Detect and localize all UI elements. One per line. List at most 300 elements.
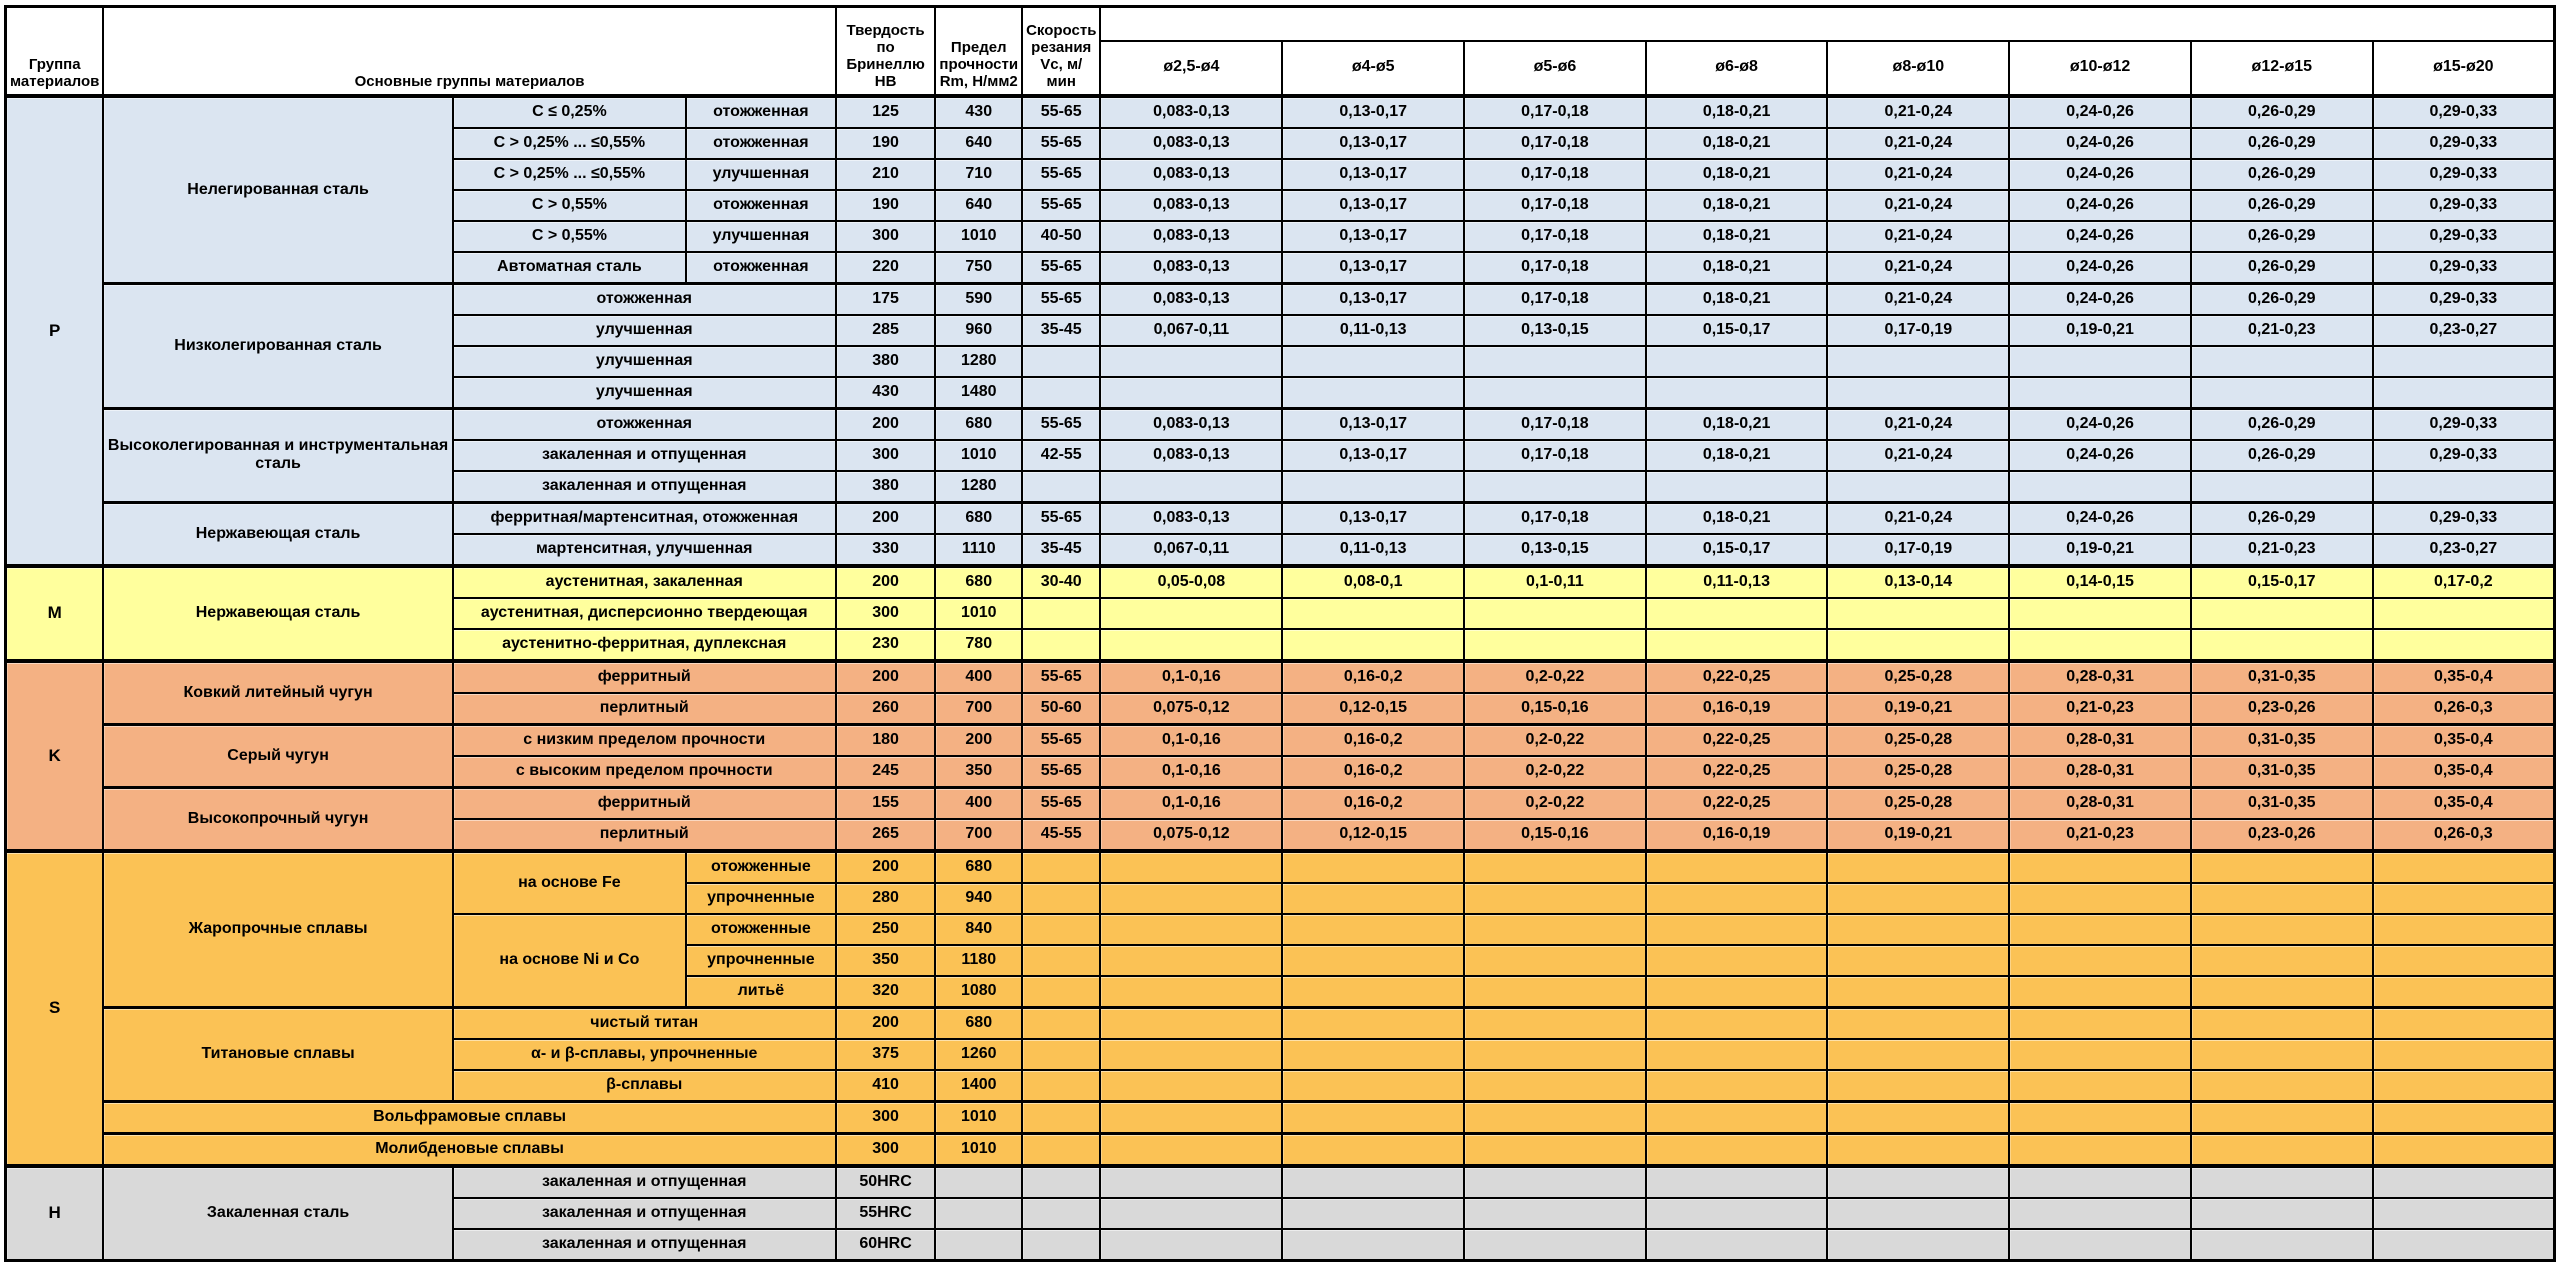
empty-cell bbox=[2191, 883, 2373, 914]
feed-cell: 0,23-0,27 bbox=[2373, 534, 2555, 566]
feed-cell: 0,15-0,16 bbox=[1464, 819, 1646, 851]
state: мартенситная, улучшенная bbox=[453, 534, 836, 566]
empty-cell bbox=[1827, 346, 2009, 377]
feed-cell: 0,21-0,24 bbox=[1827, 440, 2009, 471]
empty-cell bbox=[2373, 1133, 2555, 1166]
empty-cell bbox=[2191, 914, 2373, 945]
empty-cell bbox=[1022, 1070, 1100, 1102]
feed-cell: 0,26-0,29 bbox=[2191, 408, 2373, 440]
empty-cell bbox=[1646, 598, 1828, 629]
value-cell: 1480 bbox=[935, 377, 1022, 409]
value-cell: 55HRC bbox=[836, 1198, 936, 1229]
header-hardness: Твердость по Бринеллю HB bbox=[836, 7, 936, 96]
category: Молибденовые сплавы bbox=[103, 1133, 835, 1166]
feed-cell: 0,25-0,28 bbox=[1827, 756, 2009, 788]
value-cell: 250 bbox=[836, 914, 936, 945]
feed-cell: 0,18-0,21 bbox=[1646, 159, 1828, 190]
empty-cell bbox=[1827, 1133, 2009, 1166]
value-cell: 200 bbox=[935, 724, 1022, 756]
empty-cell bbox=[2009, 1133, 2191, 1166]
empty-cell bbox=[2373, 629, 2555, 661]
empty-cell bbox=[1282, 883, 1464, 914]
empty-cell bbox=[2191, 377, 2373, 409]
value-cell: 1010 bbox=[935, 1101, 1022, 1133]
value-cell: 700 bbox=[935, 693, 1022, 725]
empty-cell bbox=[2009, 851, 2191, 883]
value-cell: 55-65 bbox=[1022, 96, 1100, 128]
empty-cell bbox=[2373, 1007, 2555, 1039]
feed-cell: 0,18-0,21 bbox=[1646, 221, 1828, 252]
empty-cell bbox=[1646, 1166, 1828, 1198]
empty-cell bbox=[1282, 1070, 1464, 1102]
feed-cell: 0,23-0,26 bbox=[2191, 819, 2373, 851]
feed-cell: 0,35-0,4 bbox=[2373, 756, 2555, 788]
empty-cell bbox=[2191, 346, 2373, 377]
value-cell: 210 bbox=[836, 159, 936, 190]
value-cell: 590 bbox=[935, 283, 1022, 315]
subcategory: C > 0,25% ... ≤0,55% bbox=[453, 159, 686, 190]
empty-cell bbox=[1646, 945, 1828, 976]
empty-cell bbox=[1827, 1039, 2009, 1070]
value-cell: 410 bbox=[836, 1070, 936, 1102]
feed-cell: 0,13-0,17 bbox=[1282, 440, 1464, 471]
empty-cell bbox=[1282, 1229, 1464, 1261]
value-cell: 300 bbox=[836, 1133, 936, 1166]
empty-cell bbox=[1827, 976, 2009, 1008]
empty-cell bbox=[1282, 945, 1464, 976]
value-cell: 1010 bbox=[935, 221, 1022, 252]
value-cell: 780 bbox=[935, 629, 1022, 661]
empty-cell bbox=[2373, 945, 2555, 976]
feed-cell: 0,21-0,24 bbox=[1827, 96, 2009, 128]
empty-cell bbox=[1464, 1133, 1646, 1166]
empty-cell bbox=[1022, 1166, 1100, 1198]
empty-cell bbox=[1022, 1133, 1100, 1166]
empty-cell bbox=[935, 1198, 1022, 1229]
feed-cell: 0,17-0,18 bbox=[1464, 96, 1646, 128]
feed-cell: 0,24-0,26 bbox=[2009, 128, 2191, 159]
feed-cell: 0,28-0,31 bbox=[2009, 756, 2191, 788]
value-cell: 680 bbox=[935, 408, 1022, 440]
value-cell: 710 bbox=[935, 159, 1022, 190]
category: Низколегированная сталь bbox=[103, 283, 452, 408]
value-cell: 280 bbox=[836, 883, 936, 914]
feed-cell: 0,17-0,18 bbox=[1464, 408, 1646, 440]
material-row bbox=[6, 96, 2555, 128]
table-body bbox=[6, 96, 2555, 1261]
empty-cell bbox=[2009, 1007, 2191, 1039]
feed-cell: 0,13-0,17 bbox=[1282, 502, 1464, 534]
header-diameter-7: ø12-ø15 bbox=[2191, 41, 2373, 96]
empty-cell bbox=[1100, 377, 1282, 409]
state: перлитный bbox=[453, 819, 836, 851]
feed-cell: 0,15-0,17 bbox=[1646, 315, 1828, 346]
empty-cell bbox=[1022, 377, 1100, 409]
feed-cell: 0,2-0,22 bbox=[1464, 724, 1646, 756]
value-cell: 1080 bbox=[935, 976, 1022, 1008]
feed-cell: 0,24-0,26 bbox=[2009, 252, 2191, 284]
value-cell: 55-65 bbox=[1022, 408, 1100, 440]
feed-cell: 0,21-0,24 bbox=[1827, 190, 2009, 221]
feed-cell: 0,29-0,33 bbox=[2373, 440, 2555, 471]
feed-cell: 0,23-0,27 bbox=[2373, 315, 2555, 346]
empty-cell bbox=[1022, 346, 1100, 377]
feed-cell: 0,17-0,18 bbox=[1464, 190, 1646, 221]
group-letter: H bbox=[6, 1166, 104, 1261]
empty-cell bbox=[2009, 883, 2191, 914]
feed-cell: 0,26-0,29 bbox=[2191, 128, 2373, 159]
value-cell: 380 bbox=[836, 471, 936, 503]
feed-cell: 0,13-0,17 bbox=[1282, 159, 1464, 190]
state: упрочненные bbox=[686, 883, 836, 914]
feed-cell: 0,13-0,17 bbox=[1282, 96, 1464, 128]
state: улучшенная bbox=[686, 221, 836, 252]
empty-cell bbox=[1827, 471, 2009, 503]
header-material-group: Группа материалов bbox=[6, 7, 104, 96]
feed-cell: 0,24-0,26 bbox=[2009, 283, 2191, 315]
feed-cell: 0,083-0,13 bbox=[1100, 221, 1282, 252]
value-cell: 960 bbox=[935, 315, 1022, 346]
empty-cell bbox=[1464, 851, 1646, 883]
empty-cell bbox=[1100, 346, 1282, 377]
material-row bbox=[6, 661, 2555, 693]
empty-cell bbox=[2191, 1070, 2373, 1102]
subcategory: на основе Fe bbox=[453, 851, 686, 914]
empty-cell bbox=[2191, 471, 2373, 503]
value-cell: 190 bbox=[836, 128, 936, 159]
feed-cell: 0,083-0,13 bbox=[1100, 96, 1282, 128]
empty-cell bbox=[935, 1166, 1022, 1198]
feed-cell: 0,12-0,15 bbox=[1282, 819, 1464, 851]
empty-cell bbox=[1100, 945, 1282, 976]
value-cell: 200 bbox=[836, 408, 936, 440]
empty-cell bbox=[1464, 629, 1646, 661]
feed-cell: 0,18-0,21 bbox=[1646, 502, 1828, 534]
state: чистый титан bbox=[453, 1007, 836, 1039]
value-cell: 55-65 bbox=[1022, 128, 1100, 159]
value-cell: 30-40 bbox=[1022, 566, 1100, 598]
category: Высокопрочный чугун bbox=[103, 787, 452, 851]
value-cell: 680 bbox=[935, 1007, 1022, 1039]
empty-cell bbox=[1022, 1229, 1100, 1261]
empty-cell bbox=[1100, 851, 1282, 883]
empty-cell bbox=[2009, 377, 2191, 409]
empty-cell bbox=[1282, 914, 1464, 945]
value-cell: 400 bbox=[935, 661, 1022, 693]
value-cell: 200 bbox=[836, 502, 936, 534]
feed-cell: 0,25-0,28 bbox=[1827, 787, 2009, 819]
value-cell: 220 bbox=[836, 252, 936, 284]
empty-cell bbox=[2373, 1166, 2555, 1198]
empty-cell bbox=[2373, 346, 2555, 377]
state: отожженные bbox=[686, 914, 836, 945]
value-cell: 400 bbox=[935, 787, 1022, 819]
value-cell: 35-45 bbox=[1022, 315, 1100, 346]
empty-cell bbox=[1827, 629, 2009, 661]
feed-cell: 0,17-0,18 bbox=[1464, 440, 1646, 471]
feed-cell: 0,17-0,18 bbox=[1464, 128, 1646, 159]
feed-cell: 0,21-0,23 bbox=[2009, 819, 2191, 851]
material-row bbox=[6, 283, 2555, 315]
feed-cell: 0,05-0,08 bbox=[1100, 566, 1282, 598]
material-row bbox=[6, 724, 2555, 756]
category: Закаленная сталь bbox=[103, 1166, 452, 1261]
group-letter: P bbox=[6, 96, 104, 566]
value-cell: 190 bbox=[836, 190, 936, 221]
empty-cell bbox=[1464, 883, 1646, 914]
feed-cell: 0,21-0,24 bbox=[1827, 221, 2009, 252]
subcategory: C > 0,55% bbox=[453, 221, 686, 252]
category: Серый чугун bbox=[103, 724, 452, 787]
value-cell: 50HRC bbox=[836, 1166, 936, 1198]
value-cell: 200 bbox=[836, 1007, 936, 1039]
feed-cell: 0,18-0,21 bbox=[1646, 128, 1828, 159]
state: ферритный bbox=[453, 787, 836, 819]
feed-cell: 0,35-0,4 bbox=[2373, 661, 2555, 693]
feed-cell: 0,1-0,16 bbox=[1100, 787, 1282, 819]
empty-cell bbox=[1022, 851, 1100, 883]
value-cell: 40-50 bbox=[1022, 221, 1100, 252]
empty-cell bbox=[1646, 629, 1828, 661]
empty-cell bbox=[1646, 1007, 1828, 1039]
empty-cell bbox=[1646, 1101, 1828, 1133]
state: отожженные bbox=[686, 851, 836, 883]
empty-cell bbox=[1282, 598, 1464, 629]
empty-cell bbox=[1100, 883, 1282, 914]
empty-cell bbox=[2009, 346, 2191, 377]
value-cell: 55-65 bbox=[1022, 252, 1100, 284]
feed-cell: 0,31-0,35 bbox=[2191, 787, 2373, 819]
value-cell: 55-65 bbox=[1022, 756, 1100, 788]
feed-cell: 0,1-0,16 bbox=[1100, 661, 1282, 693]
material-row bbox=[6, 1007, 2555, 1039]
value-cell: 55-65 bbox=[1022, 159, 1100, 190]
feed-cell: 0,26-0,29 bbox=[2191, 190, 2373, 221]
state: отожженная bbox=[453, 283, 836, 315]
category: Титановые сплавы bbox=[103, 1007, 452, 1101]
group-letter: S bbox=[6, 851, 104, 1166]
empty-cell bbox=[1464, 598, 1646, 629]
feed-cell: 0,13-0,17 bbox=[1282, 252, 1464, 284]
state: улучшенная bbox=[453, 315, 836, 346]
feed-cell: 0,28-0,31 bbox=[2009, 724, 2191, 756]
value-cell: 45-55 bbox=[1022, 819, 1100, 851]
state: закаленная и отпущенная bbox=[453, 1198, 836, 1229]
feed-cell: 0,29-0,33 bbox=[2373, 252, 2555, 284]
feed-cell: 0,18-0,21 bbox=[1646, 96, 1828, 128]
empty-cell bbox=[2373, 1101, 2555, 1133]
value-cell: 55-65 bbox=[1022, 190, 1100, 221]
feed-cell: 0,21-0,24 bbox=[1827, 283, 2009, 315]
feed-cell: 0,13-0,17 bbox=[1282, 408, 1464, 440]
feed-cell: 0,1-0,16 bbox=[1100, 756, 1282, 788]
value-cell: 200 bbox=[836, 851, 936, 883]
empty-cell bbox=[2009, 471, 2191, 503]
value-cell: 680 bbox=[935, 851, 1022, 883]
value-cell: 55-65 bbox=[1022, 661, 1100, 693]
empty-cell bbox=[2009, 976, 2191, 1008]
empty-cell bbox=[1464, 1166, 1646, 1198]
state: улучшенная bbox=[453, 346, 836, 377]
empty-cell bbox=[1022, 598, 1100, 629]
feed-cell: 0,31-0,35 bbox=[2191, 724, 2373, 756]
feed-cell: 0,15-0,17 bbox=[1646, 534, 1828, 566]
empty-cell bbox=[1464, 1070, 1646, 1102]
empty-cell bbox=[2373, 883, 2555, 914]
empty-cell bbox=[1464, 377, 1646, 409]
empty-cell bbox=[1827, 1101, 2009, 1133]
empty-cell bbox=[1282, 1007, 1464, 1039]
feed-cell: 0,24-0,26 bbox=[2009, 408, 2191, 440]
empty-cell bbox=[1100, 1101, 1282, 1133]
empty-cell bbox=[1464, 1198, 1646, 1229]
feed-cell: 0,19-0,21 bbox=[2009, 315, 2191, 346]
feed-cell: 0,083-0,13 bbox=[1100, 283, 1282, 315]
feed-cell: 0,29-0,33 bbox=[2373, 283, 2555, 315]
feed-cell: 0,25-0,28 bbox=[1827, 661, 2009, 693]
feed-cell: 0,29-0,33 bbox=[2373, 159, 2555, 190]
value-cell: 265 bbox=[836, 819, 936, 851]
feed-cell: 0,1-0,16 bbox=[1100, 724, 1282, 756]
header-diameter-1: ø2,5-ø4 bbox=[1100, 41, 1282, 96]
material-row bbox=[6, 408, 2555, 440]
material-row bbox=[6, 502, 2555, 534]
empty-cell bbox=[2373, 851, 2555, 883]
feed-cell: 0,083-0,13 bbox=[1100, 159, 1282, 190]
feed-cell: 0,19-0,21 bbox=[1827, 693, 2009, 725]
value-cell: 300 bbox=[836, 1101, 936, 1133]
feed-cell: 0,22-0,25 bbox=[1646, 787, 1828, 819]
value-cell: 50-60 bbox=[1022, 693, 1100, 725]
category: Нержавеющая сталь bbox=[103, 566, 452, 661]
header-diameter-blank bbox=[1100, 7, 2554, 41]
value-cell: 1010 bbox=[935, 598, 1022, 629]
empty-cell bbox=[1827, 1007, 2009, 1039]
value-cell: 640 bbox=[935, 128, 1022, 159]
feed-cell: 0,19-0,21 bbox=[2009, 534, 2191, 566]
empty-cell bbox=[1022, 1198, 1100, 1229]
feed-cell: 0,15-0,16 bbox=[1464, 693, 1646, 725]
state: закаленная и отпущенная bbox=[453, 1166, 836, 1198]
empty-cell bbox=[2373, 377, 2555, 409]
value-cell: 300 bbox=[836, 598, 936, 629]
category: Нелегированная сталь bbox=[103, 96, 452, 284]
feed-cell: 0,13-0,17 bbox=[1282, 283, 1464, 315]
feed-cell: 0,25-0,28 bbox=[1827, 724, 2009, 756]
group-letter: M bbox=[6, 566, 104, 661]
header-diameter-4: ø6-ø8 bbox=[1646, 41, 1828, 96]
empty-cell bbox=[2009, 1039, 2191, 1070]
feed-cell: 0,21-0,24 bbox=[1827, 408, 2009, 440]
empty-cell bbox=[2009, 1070, 2191, 1102]
subcategory: C ≤ 0,25% bbox=[453, 96, 686, 128]
feed-cell: 0,16-0,2 bbox=[1282, 787, 1464, 819]
header-diameter-5: ø8-ø10 bbox=[1827, 41, 2009, 96]
empty-cell bbox=[2373, 914, 2555, 945]
subcategory: C > 0,25% ... ≤0,55% bbox=[453, 128, 686, 159]
value-cell: 55-65 bbox=[1022, 283, 1100, 315]
feed-cell: 0,16-0,2 bbox=[1282, 724, 1464, 756]
value-cell: 55-65 bbox=[1022, 724, 1100, 756]
feed-cell: 0,21-0,24 bbox=[1827, 128, 2009, 159]
feed-cell: 0,29-0,33 bbox=[2373, 221, 2555, 252]
empty-cell bbox=[2009, 945, 2191, 976]
value-cell: 125 bbox=[836, 96, 936, 128]
feed-cell: 0,16-0,2 bbox=[1282, 661, 1464, 693]
value-cell: 200 bbox=[836, 661, 936, 693]
empty-cell bbox=[2009, 1198, 2191, 1229]
state: α- и β-сплавы, упрочненные bbox=[453, 1039, 836, 1070]
empty-cell bbox=[2373, 1229, 2555, 1261]
material-row bbox=[6, 851, 2555, 883]
feed-cell: 0,26-0,29 bbox=[2191, 502, 2373, 534]
feed-cell: 0,29-0,33 bbox=[2373, 128, 2555, 159]
feed-cell: 0,14-0,15 bbox=[2009, 566, 2191, 598]
state: отожженная bbox=[686, 252, 836, 284]
empty-cell bbox=[1100, 1007, 1282, 1039]
value-cell: 840 bbox=[935, 914, 1022, 945]
value-cell: 300 bbox=[836, 440, 936, 471]
state: с низким пределом прочности bbox=[453, 724, 836, 756]
feed-cell: 0,083-0,13 bbox=[1100, 252, 1282, 284]
empty-cell bbox=[1646, 883, 1828, 914]
empty-cell bbox=[2191, 945, 2373, 976]
state: литьё bbox=[686, 976, 836, 1008]
feed-cell: 0,083-0,13 bbox=[1100, 440, 1282, 471]
state: закаленная и отпущенная bbox=[453, 440, 836, 471]
feed-cell: 0,18-0,21 bbox=[1646, 252, 1828, 284]
feed-cell: 0,26-0,29 bbox=[2191, 96, 2373, 128]
empty-cell bbox=[1646, 1198, 1828, 1229]
state: аустенитная, дисперсионно твердеющая bbox=[453, 598, 836, 629]
value-cell: 260 bbox=[836, 693, 936, 725]
value-cell: 42-55 bbox=[1022, 440, 1100, 471]
feed-cell: 0,21-0,23 bbox=[2191, 315, 2373, 346]
feed-cell: 0,075-0,12 bbox=[1100, 693, 1282, 725]
empty-cell bbox=[1646, 1039, 1828, 1070]
feed-cell: 0,15-0,17 bbox=[2191, 566, 2373, 598]
empty-cell bbox=[1282, 1166, 1464, 1198]
value-cell: 350 bbox=[836, 945, 936, 976]
feed-cell: 0,17-0,19 bbox=[1827, 315, 2009, 346]
value-cell: 35-45 bbox=[1022, 534, 1100, 566]
empty-cell bbox=[1646, 377, 1828, 409]
empty-cell bbox=[1282, 377, 1464, 409]
empty-cell bbox=[1282, 851, 1464, 883]
empty-cell bbox=[1022, 883, 1100, 914]
empty-cell bbox=[2191, 1166, 2373, 1198]
empty-cell bbox=[1100, 471, 1282, 503]
value-cell: 640 bbox=[935, 190, 1022, 221]
value-cell: 285 bbox=[836, 315, 936, 346]
feed-cell: 0,26-0,3 bbox=[2373, 693, 2555, 725]
feed-cell: 0,29-0,33 bbox=[2373, 408, 2555, 440]
empty-cell bbox=[2009, 914, 2191, 945]
subcategory: C > 0,55% bbox=[453, 190, 686, 221]
empty-cell bbox=[2191, 1133, 2373, 1166]
feed-cell: 0,11-0,13 bbox=[1646, 566, 1828, 598]
feed-cell: 0,067-0,11 bbox=[1100, 534, 1282, 566]
state: аустенитная, закаленная bbox=[453, 566, 836, 598]
empty-cell bbox=[1827, 377, 2009, 409]
state: улучшенная bbox=[453, 377, 836, 409]
state: отожженная bbox=[453, 408, 836, 440]
group-letter: K bbox=[6, 661, 104, 851]
feed-cell: 0,17-0,18 bbox=[1464, 283, 1646, 315]
feed-cell: 0,11-0,13 bbox=[1282, 315, 1464, 346]
empty-cell bbox=[1827, 1070, 2009, 1102]
empty-cell bbox=[1646, 1229, 1828, 1261]
